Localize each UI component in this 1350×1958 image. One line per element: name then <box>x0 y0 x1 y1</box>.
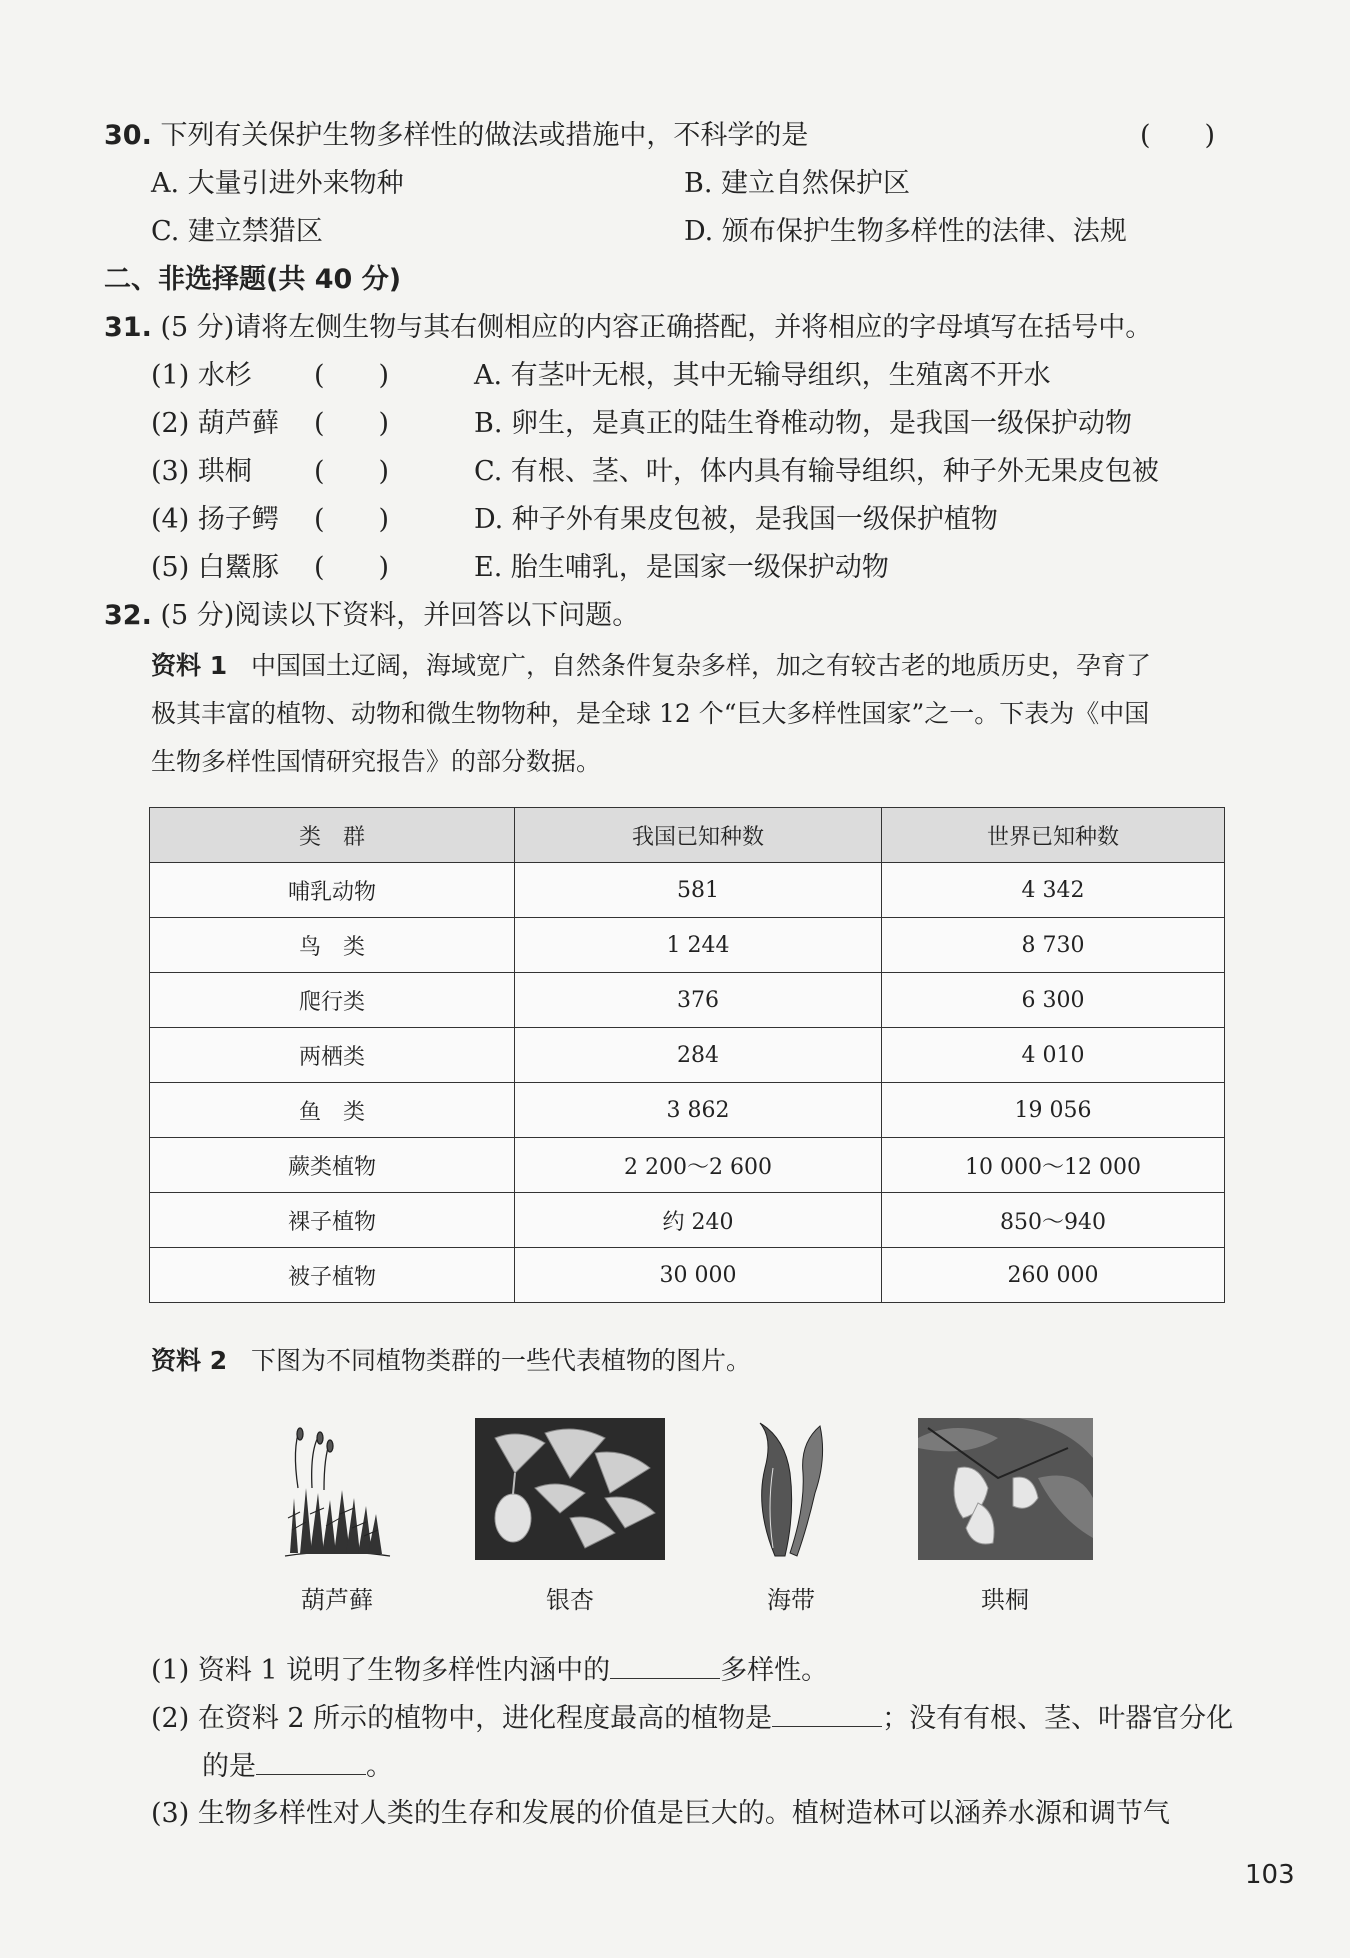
kelp-illustration <box>745 1418 835 1560</box>
q32-stem-line <box>104 598 639 634</box>
caption-kelp: 海带 <box>767 1586 815 1614</box>
q31-right-item: B. 卵生，是真正的陆生脊椎动物，是我国一级保护动物 <box>474 408 1133 439</box>
q31-paren: ( ) <box>314 408 390 439</box>
caption-ginkgo: 银杏 <box>546 1586 594 1614</box>
q30-option-c: C. 建立禁猎区 <box>151 216 323 247</box>
material-1-text: 生物多样性国情研究报告》的部分数据。 <box>151 747 602 776</box>
cell-group: 爬行类 <box>150 973 515 1028</box>
cell-world: 10 000～12 000 <box>882 1138 1225 1193</box>
table-row <box>150 863 1225 918</box>
material-2-label: 资料 2 <box>151 1346 228 1375</box>
q31-right-item: D. 种子外有果皮包被，是我国一级保护植物 <box>474 504 998 535</box>
material-1-text: 中国国土辽阔，海域宽广，自然条件复杂多样，加之有较古老的地质历史，孕育了 <box>250 651 1151 680</box>
species-count-table <box>149 807 1225 1303</box>
sub2-text: (2) 在资料 2 所示的植物中，进化程度最高的植物是 <box>151 1703 773 1734</box>
answer-blank[interactable] <box>772 1700 882 1727</box>
material-2-text: 下图为不同植物类群的一些代表植物的图片。 <box>250 1346 751 1375</box>
q31-left-item: (1) 水杉 <box>151 360 252 391</box>
q30-answer-paren: ( ) <box>1140 120 1216 151</box>
sub-question-2 <box>151 1700 1233 1737</box>
cell-world: 4 342 <box>882 863 1225 918</box>
q30-stem: 下列有关保护生物多样性的做法或措施中，不科学的是 <box>160 120 809 151</box>
table-header-row <box>150 808 1225 863</box>
cell-group: 鱼 类 <box>150 1083 515 1138</box>
table-row <box>150 1193 1225 1248</box>
table-row <box>150 1028 1225 1083</box>
cell-group: 裸子植物 <box>150 1193 515 1248</box>
sub-question-3: (3) 生物多样性对人类的生存和发展的价值是巨大的。植树造林可以涵养水源和调节气 <box>151 1798 1170 1829</box>
page-number: 103 <box>1245 1860 1295 1890</box>
q31-paren: ( ) <box>314 360 390 391</box>
section-heading: 二、非选择题(共 40 分) <box>104 264 402 295</box>
sub1-text-end: 多样性。 <box>720 1655 829 1686</box>
sub-question-1 <box>151 1652 828 1689</box>
q30-number: 30. <box>104 120 152 151</box>
q31-right-item: C. 有根、茎、叶，体内具有输导组织，种子外无果皮包被 <box>474 456 1159 487</box>
header-china-count: 我国已知种数 <box>515 808 882 863</box>
sub1-text: (1) 资料 1 说明了生物多样性内涵中的 <box>151 1655 611 1686</box>
caption-dove-tree: 珙桐 <box>981 1586 1029 1614</box>
cell-world: 4 010 <box>882 1028 1225 1083</box>
q32-number: 32. <box>104 600 152 631</box>
table-row <box>150 918 1225 973</box>
q30-option-d: D. 颁布保护生物多样性的法律、法规 <box>684 216 1127 247</box>
cell-group: 哺乳动物 <box>150 863 515 918</box>
table-row <box>150 1138 1225 1193</box>
q31-left-item: (2) 葫芦藓 <box>151 408 279 439</box>
q31-paren: ( ) <box>314 552 390 583</box>
q32-stem: (5 分)阅读以下资料，并回答以下问题。 <box>160 600 640 631</box>
sub-question-2-cont <box>202 1748 393 1785</box>
material-2-line <box>151 1343 751 1379</box>
dove-tree-photo <box>918 1418 1093 1560</box>
table-row <box>150 973 1225 1028</box>
cell-world: 260 000 <box>882 1248 1225 1303</box>
header-world-count: 世界已知种数 <box>882 808 1225 863</box>
q31-stem: (5 分)请将左侧生物与其右侧相应的内容正确搭配，并将相应的字母填写在括号中。 <box>160 312 1153 343</box>
q31-stem-line <box>104 310 1152 346</box>
cell-china: 1 244 <box>515 918 882 973</box>
q31-right-item: E. 胎生哺乳，是国家一级保护动物 <box>474 552 889 583</box>
sub2-text-end: 。 <box>366 1751 393 1782</box>
sub2-text-mid: ；没有有根、茎、叶器官分化 <box>882 1703 1234 1734</box>
cell-world: 8 730 <box>882 918 1225 973</box>
q31-left-item: (3) 珙桐 <box>151 456 252 487</box>
cell-world: 19 056 <box>882 1083 1225 1138</box>
table-row <box>150 1083 1225 1138</box>
cell-china: 30 000 <box>515 1248 882 1303</box>
cell-group: 两栖类 <box>150 1028 515 1083</box>
material-1-line <box>151 648 1151 684</box>
q31-paren: ( ) <box>314 504 390 535</box>
caption-moss: 葫芦藓 <box>301 1586 373 1614</box>
material-1-label: 资料 1 <box>151 651 228 680</box>
cell-china: 581 <box>515 863 882 918</box>
moss-illustration <box>280 1418 395 1560</box>
table-row <box>150 1248 1225 1303</box>
cell-group: 蕨类植物 <box>150 1138 515 1193</box>
q31-paren: ( ) <box>314 456 390 487</box>
q30-option-b: B. 建立自然保护区 <box>684 168 911 199</box>
cell-china: 3 862 <box>515 1083 882 1138</box>
cell-china: 284 <box>515 1028 882 1083</box>
cell-world: 6 300 <box>882 973 1225 1028</box>
cell-china: 2 200～2 600 <box>515 1138 882 1193</box>
material-1-text: 极其丰富的植物、动物和微生物物种，是全球 12 个“巨大多样性国家”之一。下表为《中国 <box>151 699 1150 728</box>
q31-left-item: (4) 扬子鳄 <box>151 504 279 535</box>
q30-option-a: A. 大量引进外来物种 <box>151 168 404 199</box>
cell-china: 约 240 <box>515 1193 882 1248</box>
sub2-text-cont: 的是 <box>202 1751 256 1782</box>
q30-stem-line <box>104 118 808 154</box>
cell-world: 850～940 <box>882 1193 1225 1248</box>
answer-blank[interactable] <box>256 1748 366 1775</box>
ginkgo-photo <box>475 1418 665 1560</box>
q31-right-item: A. 有茎叶无根，其中无输导组织，生殖离不开水 <box>474 360 1051 391</box>
q31-left-item: (5) 白鱀豚 <box>151 552 279 583</box>
q31-number: 31. <box>104 312 152 343</box>
answer-blank[interactable] <box>610 1652 720 1679</box>
cell-china: 376 <box>515 973 882 1028</box>
cell-group: 被子植物 <box>150 1248 515 1303</box>
cell-group: 鸟 类 <box>150 918 515 973</box>
header-group: 类 群 <box>150 808 515 863</box>
